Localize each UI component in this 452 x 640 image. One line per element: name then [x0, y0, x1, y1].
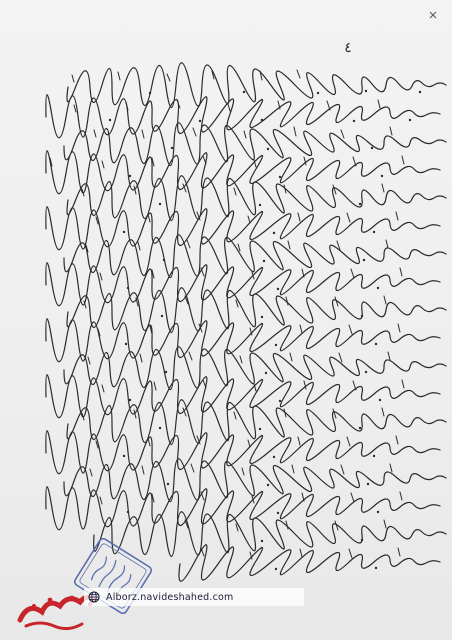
- globe-icon: [88, 591, 100, 603]
- handwriting-line-10: [46, 319, 440, 362]
- handwriting-line-18: [179, 545, 440, 582]
- handwriting-line-13: [67, 400, 446, 445]
- handwriting-line-5: [67, 176, 446, 221]
- handwriting-line-1: [67, 63, 446, 108]
- watermark-url[interactable]: Alborz.navideshahed.com: [106, 591, 234, 603]
- handwriting-line-14: [46, 431, 440, 474]
- handwriting-line-2: [46, 95, 440, 138]
- website-watermark: [84, 588, 304, 606]
- page-number: ٤: [344, 40, 352, 56]
- corner-mark: [430, 12, 436, 18]
- handwriting-line-15: [64, 459, 446, 502]
- handwriting-line-6: [46, 207, 440, 250]
- handwriting-line-7: [64, 235, 446, 278]
- handwriting-line-9: [67, 288, 446, 333]
- handwriting-line-3: [64, 123, 446, 166]
